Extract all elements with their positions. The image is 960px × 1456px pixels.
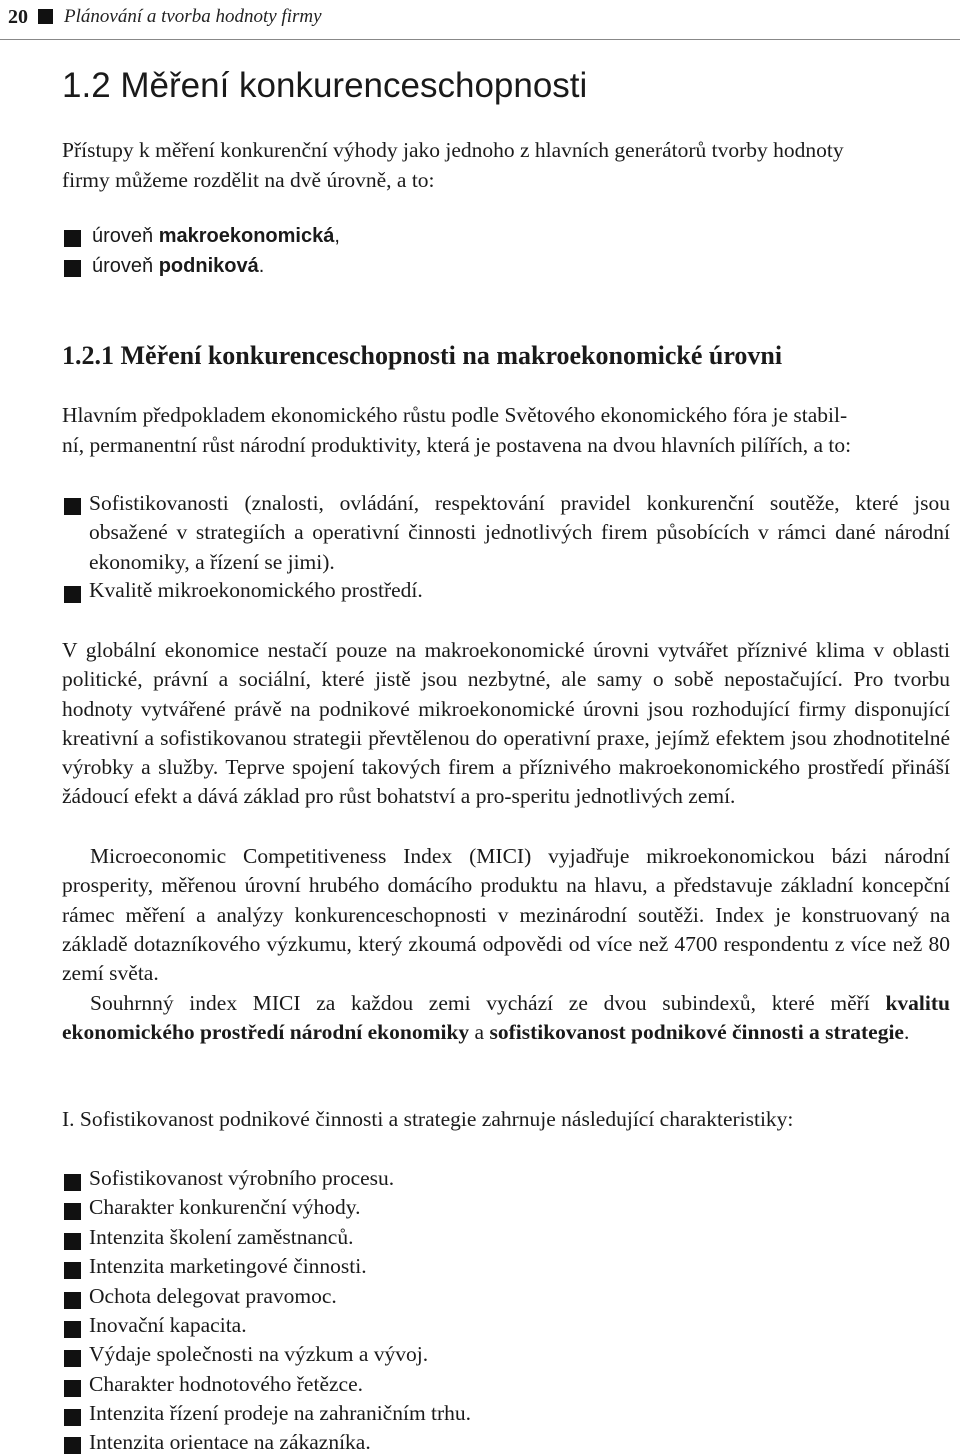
list-item: Intenzita řízení prodeje na zahraničním trhu.: [89, 1401, 472, 1425]
paragraph-mici: Microeconomic Competitiveness Index (MICI) vyjadřuje mikroekonomickou bázi národní prosperity, měřenou úrovní hrubého domácího produktu na hlavu, a představuje základní koncepční rámec měření a analýzy konkurenceschopnosti v mezinárodní soutěži. Index je konstruovaný na základě dotazníkového výzkumu, který zkoumá odpovědi od více než 4700 respondentu z více než 80 zemí světa.: [62, 844, 950, 986]
pillar-item: Kvalitě mikroekonomického prostředí.: [89, 578, 423, 602]
subsection-intro-line-2: ní, permanentní růst národní produktivity, která je postavena na dvou hlavních pilířích, a to:: [62, 433, 852, 457]
bullet-icon: [64, 1409, 81, 1426]
bullet-icon: [64, 1437, 81, 1454]
bullet-icon: [64, 230, 81, 247]
bullet-icon: [64, 1350, 81, 1367]
subsection-title: 1.2.1 Měření konkurenceschopnosti na makroekonomické úrovni: [62, 341, 783, 370]
section-title: 1.2 Měření konkurenceschopnosti: [62, 66, 588, 105]
level-prefix: úroveň: [92, 255, 159, 277]
text-run: .: [903, 1020, 910, 1045]
list-item: Charakter konkurenční výhody.: [89, 1195, 361, 1219]
level-suffix: .: [258, 255, 265, 277]
subsection-intro-line-1: Hlavním předpokladem ekonomického růstu podle Světového ekonomického fóra je stabil-: [62, 403, 848, 427]
bullet-icon: [64, 586, 81, 603]
text-run: Souhrnný index MICI za každou zemi vychází ze dvou subindexů, které měří: [90, 991, 886, 1015]
level-name: podniková: [158, 255, 259, 277]
list-item: Charakter hodnotového řetězce.: [89, 1372, 363, 1396]
bullet-icon: [64, 1292, 81, 1309]
page-number: 20: [8, 6, 28, 28]
list-item: Výdaje společnosti na výzkum a vývoj.: [89, 1342, 429, 1366]
bullet-icon: [64, 1380, 81, 1397]
level-prefix: úroveň: [92, 225, 159, 247]
bullet-icon: [64, 1262, 81, 1279]
bullet-icon: [64, 1174, 81, 1191]
running-title: Plánování a tvorba hodnoty firmy: [64, 6, 322, 27]
pillar-item: Sofistikovanosti (znalosti, ovládání, respektování pravidel konkurenční soutěže, které jsou obsažené v strategiích a operativní činnosti jednotlivých firem působících v rámci dané národní ekonomiky, a řízení se jimi).: [89, 491, 950, 574]
bullet-icon: [64, 1321, 81, 1338]
header-bullet-icon: [38, 9, 53, 24]
section-intro-line-2: firmy můžeme rozdělit na dvě úrovně, a to:: [62, 168, 435, 192]
list-item: Intenzita marketingové činnosti.: [89, 1254, 367, 1278]
level-item-company: [92, 255, 264, 278]
bullet-icon: [64, 260, 81, 277]
list-item: Ochota delegovat pravomoc.: [89, 1284, 337, 1308]
list-item: Intenzita školení zaměstnanců.: [89, 1225, 354, 1249]
bullet-icon: [64, 1233, 81, 1250]
list-item: Intenzita orientace na zákazníka.: [89, 1430, 371, 1454]
paragraph-mici-subindexes: [62, 989, 950, 1048]
bullet-icon: [64, 498, 81, 515]
level-suffix: ,: [334, 225, 340, 247]
bold-term: sofistikovanost podnikové činnosti a strategie: [489, 1020, 904, 1045]
bullet-icon: [64, 1203, 81, 1220]
list-item: Sofistikovanost výrobního procesu.: [89, 1166, 395, 1190]
header-rule: [0, 39, 960, 40]
level-item-macro: [92, 225, 340, 248]
list-heading: I. Sofistikovanost podnikové činnosti a strategie zahrnuje následující charakteristiky:: [62, 1107, 794, 1131]
level-name: makroekonomická: [158, 225, 335, 247]
section-intro-line-1: Přístupy k měření konkurenční výhody jako jednoho z hlavních generátorů tvorby hodnoty: [62, 138, 844, 162]
paragraph-global-economy: V globální ekonomice nestačí pouze na makroekonomické úrovni vytvářet příznivé klima v oblasti politické, právní a sociální, které jistě jsou nezbytné, ale samy o sobě nepostačující. Pro tvorbu hodnoty vytvářené právě na podnikové mikroekonomické úrovni jsou rozhodující firmy disponující kreativní a sofistikovanou strategii převtělenou do operativní praxe, jejímž efektem jsou zhodnotitelné výrobky a služby. Teprve spojení takových firem a příznivého makroekonomického prostředí přináší žádoucí efekt a dává základ pro růst bohatství a pro-speritu jednotlivých zemí.: [62, 638, 950, 809]
list-item: Inovační kapacita.: [89, 1313, 247, 1337]
bold-term: kvalitu ekonomického prostředí národní ekonomiky: [62, 991, 950, 1045]
text-run: a: [469, 1020, 490, 1045]
